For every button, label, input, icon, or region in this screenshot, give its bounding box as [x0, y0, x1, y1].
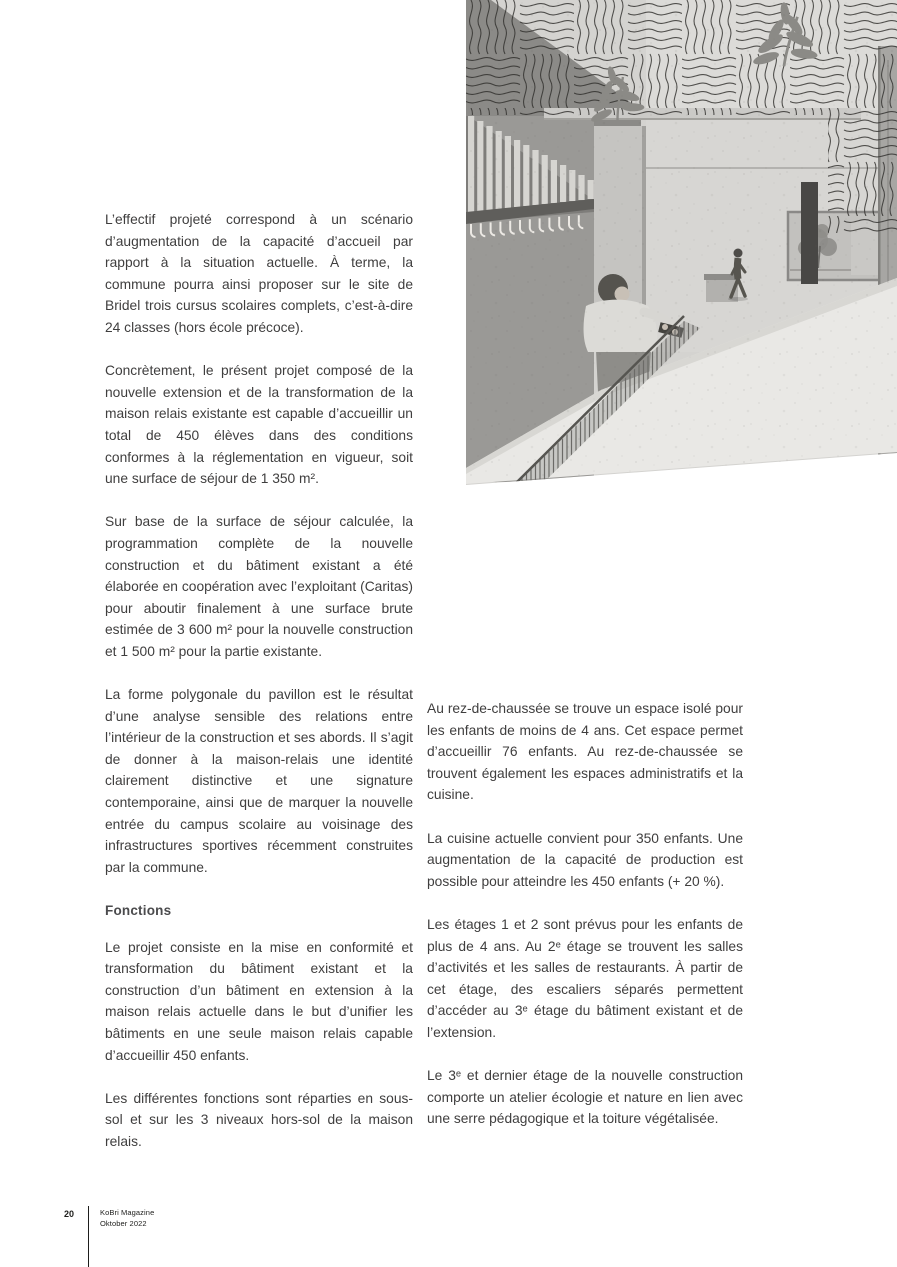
paragraph: L’effectif projeté correspond à un scénario d’augmentation de la capacité d’accueil par rapport à la situation actuelle. À terme, la commune pourra ainsi proposer sur le site de Bridel trois cursus scolaires complets, c’est-à-dire 24 classes (hors école précoce).: [105, 212, 413, 335]
paragraph: Au rez-de-chaussée se trouve un espace isolé pour les enfants de moins de 4 ans. Cet espace permet d’accueillir 76 enfants. Au rez-de-chaussée se trouvent également les espaces administratifs et la cuisine.: [427, 701, 743, 803]
section-heading-fonctions: Fonctions: [105, 903, 172, 918]
page-number: 20: [64, 1209, 75, 1219]
paragraph: Les différentes fonctions sont réparties en sous-sol et sur les 3 niveaux hors-sol de la maison relais.: [105, 1090, 413, 1149]
magazine-name: KoBri Magazine: [100, 1208, 155, 1217]
issue-date: Oktober 2022: [100, 1219, 147, 1228]
paragraph: Le projet consiste en la mise en conformité et transformation du bâtiment existant et la construction d’un bâtiment en extension à la maison relais actuelle dans le but d’unifier les bâtiments en une seule maison relais capable d’accueillir 450 enfants.: [105, 939, 413, 1063]
paragraph: La cuisine actuelle convient pour 350 enfants. Une augmentation de la capacité de production est possible pour atteindre les 450 enfants (+ 20 %).: [427, 830, 743, 889]
rendering-collage-graphic: [466, 0, 897, 492]
paragraph: Sur base de la surface de séjour calculée, la programmation complète de la nouvelle construction et du bâtiment existant a été élaborée en coopération avec l’exploitant (Caritas) pour aboutir finalement à une surface brute estimée de 3 600 m² pour la nouvelle construction et 1 500 m² pour la partie existante.: [105, 514, 413, 659]
paragraph: La forme polygonale du pavillon est le résultat d’une analyse sensible des relations entre l’intérieur de la construction et ses abords. Il s’agit de donner à la maison-relais une identité clairement distinctive et une signature contemporaine, ainsi que de marquer la nouvelle entrée du campus scolaire au voisinage des infrastructures sportives récemment construites par la commune.: [105, 687, 413, 875]
paragraph: Concrètement, le présent projet composé de la nouvelle extension et de la transformation de la maison relais existante est capable d’accueillir un total de 450 élèves dans des conditions conformes à la réglementation en vigueur, soit une surface de séjour de 1 350 m².: [105, 363, 413, 487]
right-text-column: [427, 698, 743, 1151]
footer-magazine-info: [100, 1207, 154, 1229]
paragraph: Le 3ᵉ et dernier étage de la nouvelle construction comporte un atelier écologie et nature en lien avec une serre pédagogique et la toiture végétalisée.: [427, 1068, 743, 1127]
paragraph: Les étages 1 et 2 sont prévus pour les enfants de plus de 4 ans. Au 2ᵉ étage se trouvent les salles d’activités et les salles de restaurants. À partir de cet étage, des escaliers séparés permettent d’accéder au 3ᵉ étage du bâtiment existant et de l’extension.: [427, 916, 743, 1040]
footer-divider-line: [88, 1206, 89, 1267]
architectural-rendering-image: [466, 0, 897, 492]
left-text-column: [105, 209, 413, 1174]
